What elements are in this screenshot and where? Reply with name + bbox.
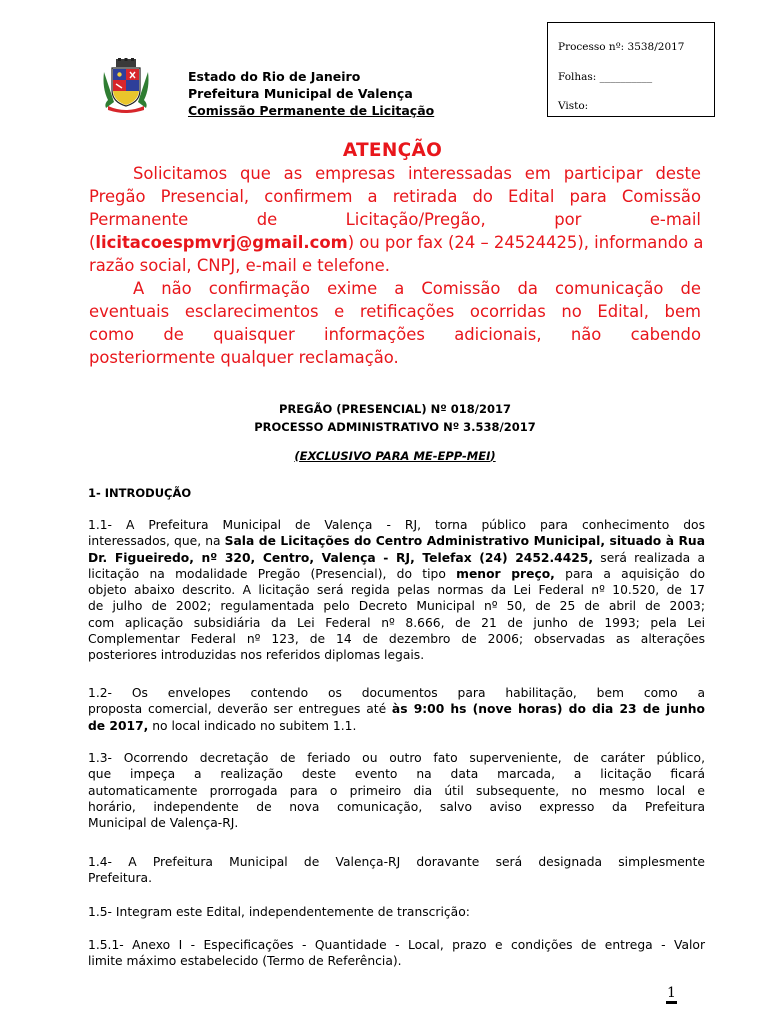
paragraph-1-2: 1.2- Os envelopes contendo os documentos para habilitação, bem como a proposta comercial, deverão ser entregues até às 9:00 hs (nove horas) do dia 23 de junho de 2017, no local indicado no subitem 1.1. xyxy=(88,686,705,733)
exclusive-note: (EXCLUSIVO PARA ME-EPP-MEI) xyxy=(294,449,496,463)
page-number: 1 xyxy=(666,985,677,1004)
prefecture-name: Prefeitura Municipal de Valença xyxy=(188,86,413,101)
section-heading: 1- INTRODUÇÃO xyxy=(88,486,192,500)
contact-email: licitacoespmvrj@gmail.com xyxy=(95,233,348,252)
attention-line: eventuais esclarecimentos e retificações ocorridas no Edital, bem xyxy=(89,302,701,321)
state-name: Estado do Rio de Janeiro xyxy=(188,69,361,84)
process-box xyxy=(547,22,715,117)
attention-line: razão social, CNPJ, e-mail e telefone. xyxy=(89,256,390,275)
folhas-field: Folhas: __________ xyxy=(558,71,653,83)
paragraph-1-4: 1.4- A Prefeitura Municipal de Valença-RJ doravante será designada simplesmente Prefeitura. xyxy=(88,855,705,886)
attention-title: ATENÇÃO xyxy=(342,140,443,161)
attention-line: Solicitamos que as empresas interessadas em participar deste xyxy=(133,164,701,183)
visto-field: Visto: xyxy=(558,100,589,112)
paragraph-1-1: 1.1- A Prefeitura Municipal de Valença - RJ, torna público para conhecimento dos interessados, que, na Sala de Licitações do Centro Administrativo Municipal, situado à Rua Dr. Figueiredo, nº 320, Centro, Valença - RJ, Telefax (24) 2452.4425, será realizada a licitação na modalidade Pregão (Presencial), do tipo menor preço, para a aquisição do objeto abaixo descrito. A licitação será regida pelas normas da Lei Federal nº 10.520, de 17 de julho de 2002; regulamentada pelo Decreto Municipal nº 50, de 25 de abril de 2003; com aplicação subsidiária da Lei Federal nº 8.666, de 21 de junho de 1993; pela Lei Complementar Federal nº 123, de 14 de dezembro de 2006; observadas as alterações posteriores introduzidas nos referidos diplomas legais. xyxy=(88,518,705,663)
attention-line: Pregão Presencial, confirmem a retirada do Edital para Comissão xyxy=(89,187,701,206)
pregao-title: PREGÃO (PRESENCIAL) Nº 018/2017 xyxy=(279,402,511,416)
commission-name: Comissão Permanente de Licitação xyxy=(188,103,435,118)
paragraph-1-5-1: 1.5.1- Anexo I - Especificações - Quantidade - Local, prazo e condições de entrega - Valor limite máximo estabelecido (Termo de Referência). xyxy=(88,938,705,969)
attention-line: Permanente de Licitação/Pregão, por e-mail xyxy=(89,210,701,229)
coat-of-arms-icon xyxy=(100,58,152,114)
paragraph-1-5: 1.5- Integram este Edital, independentemente de transcrição: xyxy=(88,905,470,919)
process-number: Processo nº: 3538/2017 xyxy=(558,41,685,53)
attention-line: como de quaisquer informações adicionais, não cabendo xyxy=(89,325,701,344)
attention-line: (licitacoespmvrj@gmail.com) ou por fax (24 – 24524425), informando a xyxy=(89,233,704,252)
attention-line: posteriormente qualquer reclamação. xyxy=(89,348,399,367)
attention-line: A não confirmação exime a Comissão da comunicação de xyxy=(133,279,701,298)
paragraph-1-3: 1.3- Ocorrendo decretação de feriado ou outro fato superveniente, de caráter público, que impeça a realização deste evento na data marcada, a licitação ficará automaticamente prorrogada para o primeiro dia útil subsequente, no mesmo local e horário, independente de nova comunicação, salvo aviso expresso da Prefeitura Municipal de Valença-RJ. xyxy=(88,751,705,831)
institution-header xyxy=(188,68,434,119)
process-title: PROCESSO ADMINISTRATIVO Nº 3.538/2017 xyxy=(254,420,536,434)
